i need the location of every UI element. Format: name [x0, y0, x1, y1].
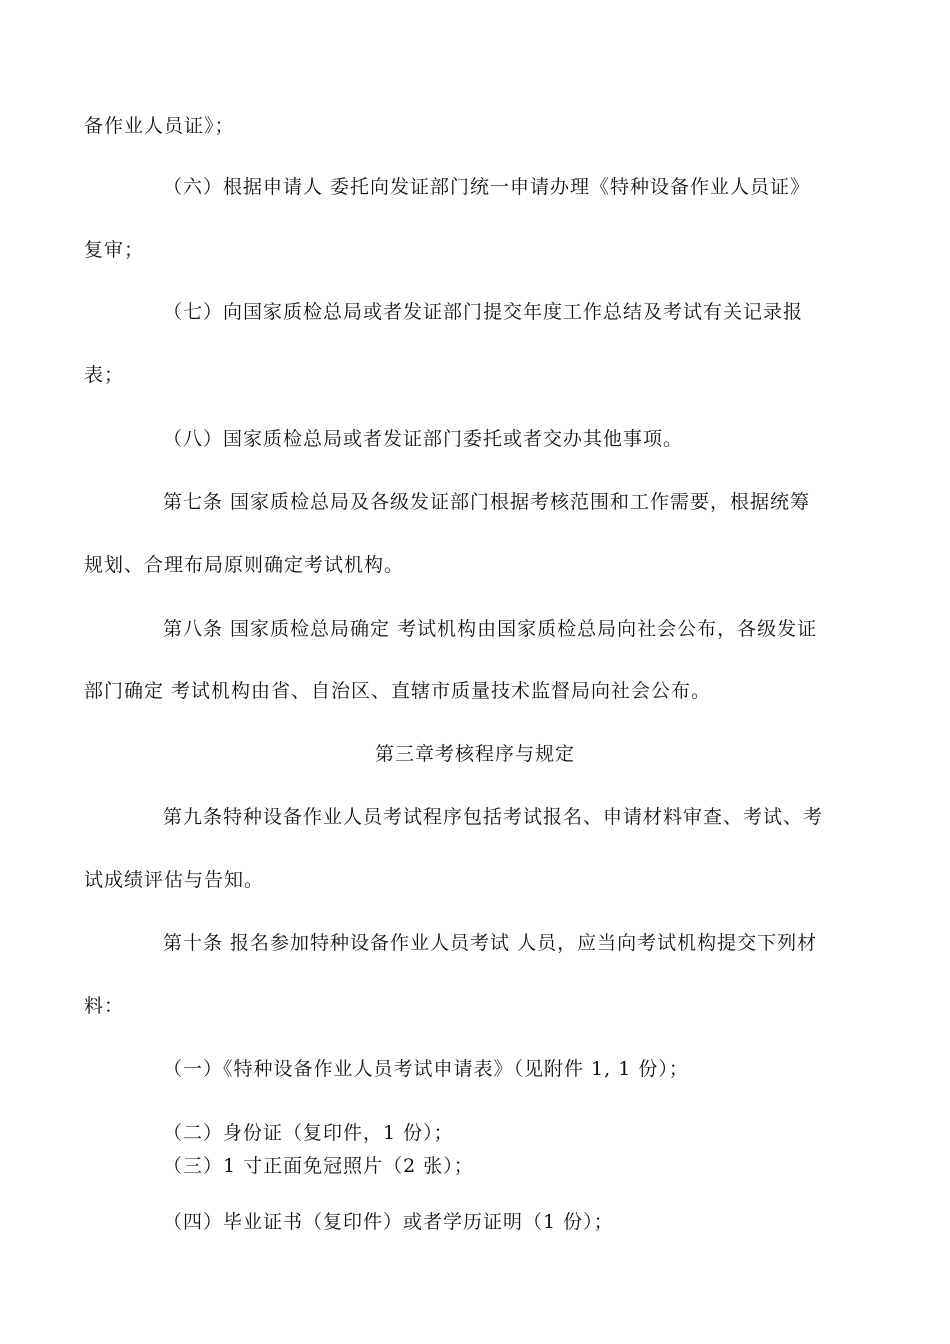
text-line: 部门确定 考试机构由省、自治区、直辖市质量技术监督局向社会公布。 — [84, 680, 712, 702]
text-line: 料： — [84, 995, 125, 1017]
list-item: （二）身份证（复印件，1 份）； — [163, 1122, 454, 1144]
text-line: （六）根据申请人 委托向发证部门统一申请办理《特种设备作业人员证》 — [163, 176, 811, 198]
list-item: （四）毕业证书（复印件）或者学历证明（1 份）； — [163, 1211, 614, 1233]
text-line: 备作业人员证》； — [84, 115, 235, 137]
text-line: 表； — [84, 364, 125, 386]
text-line: 复审； — [84, 239, 145, 261]
list-item: （三）1 寸正面免冠照片（2 张）； — [163, 1155, 474, 1177]
text-line: 试成绩评估与告知。 — [84, 869, 265, 891]
list-item: （一）《特种设备作业人员考试申请表》（见附件 1, 1 份）； — [163, 1058, 689, 1080]
chapter-heading: 第三章考核程序与规定 — [374, 743, 575, 765]
text-line: 规划、合理布局原则确定考试机构。 — [84, 554, 405, 576]
text-line: （八）国家质检总局或者发证部门委托或者交办其他事项。 — [163, 428, 684, 450]
text-line: （七）向国家质检总局或者发证部门提交年度工作总结及考试有关记录报 — [163, 301, 804, 323]
text-line: 第七条 国家质检总局及各级发证部门根据考核范围和工作需要，根据统筹 — [163, 491, 811, 513]
text-line: 第十条 报名参加特种设备作业人员考试 人员，应当向考试机构提交下列材 — [163, 932, 818, 954]
text-line: 第八条 国家质检总局确定 考试机构由国家质检总局向社会公布，各级发证 — [163, 618, 818, 640]
text-line: 第九条特种设备作业人员考试程序包括考试报名、申请材料审查、考试、考 — [163, 806, 824, 828]
